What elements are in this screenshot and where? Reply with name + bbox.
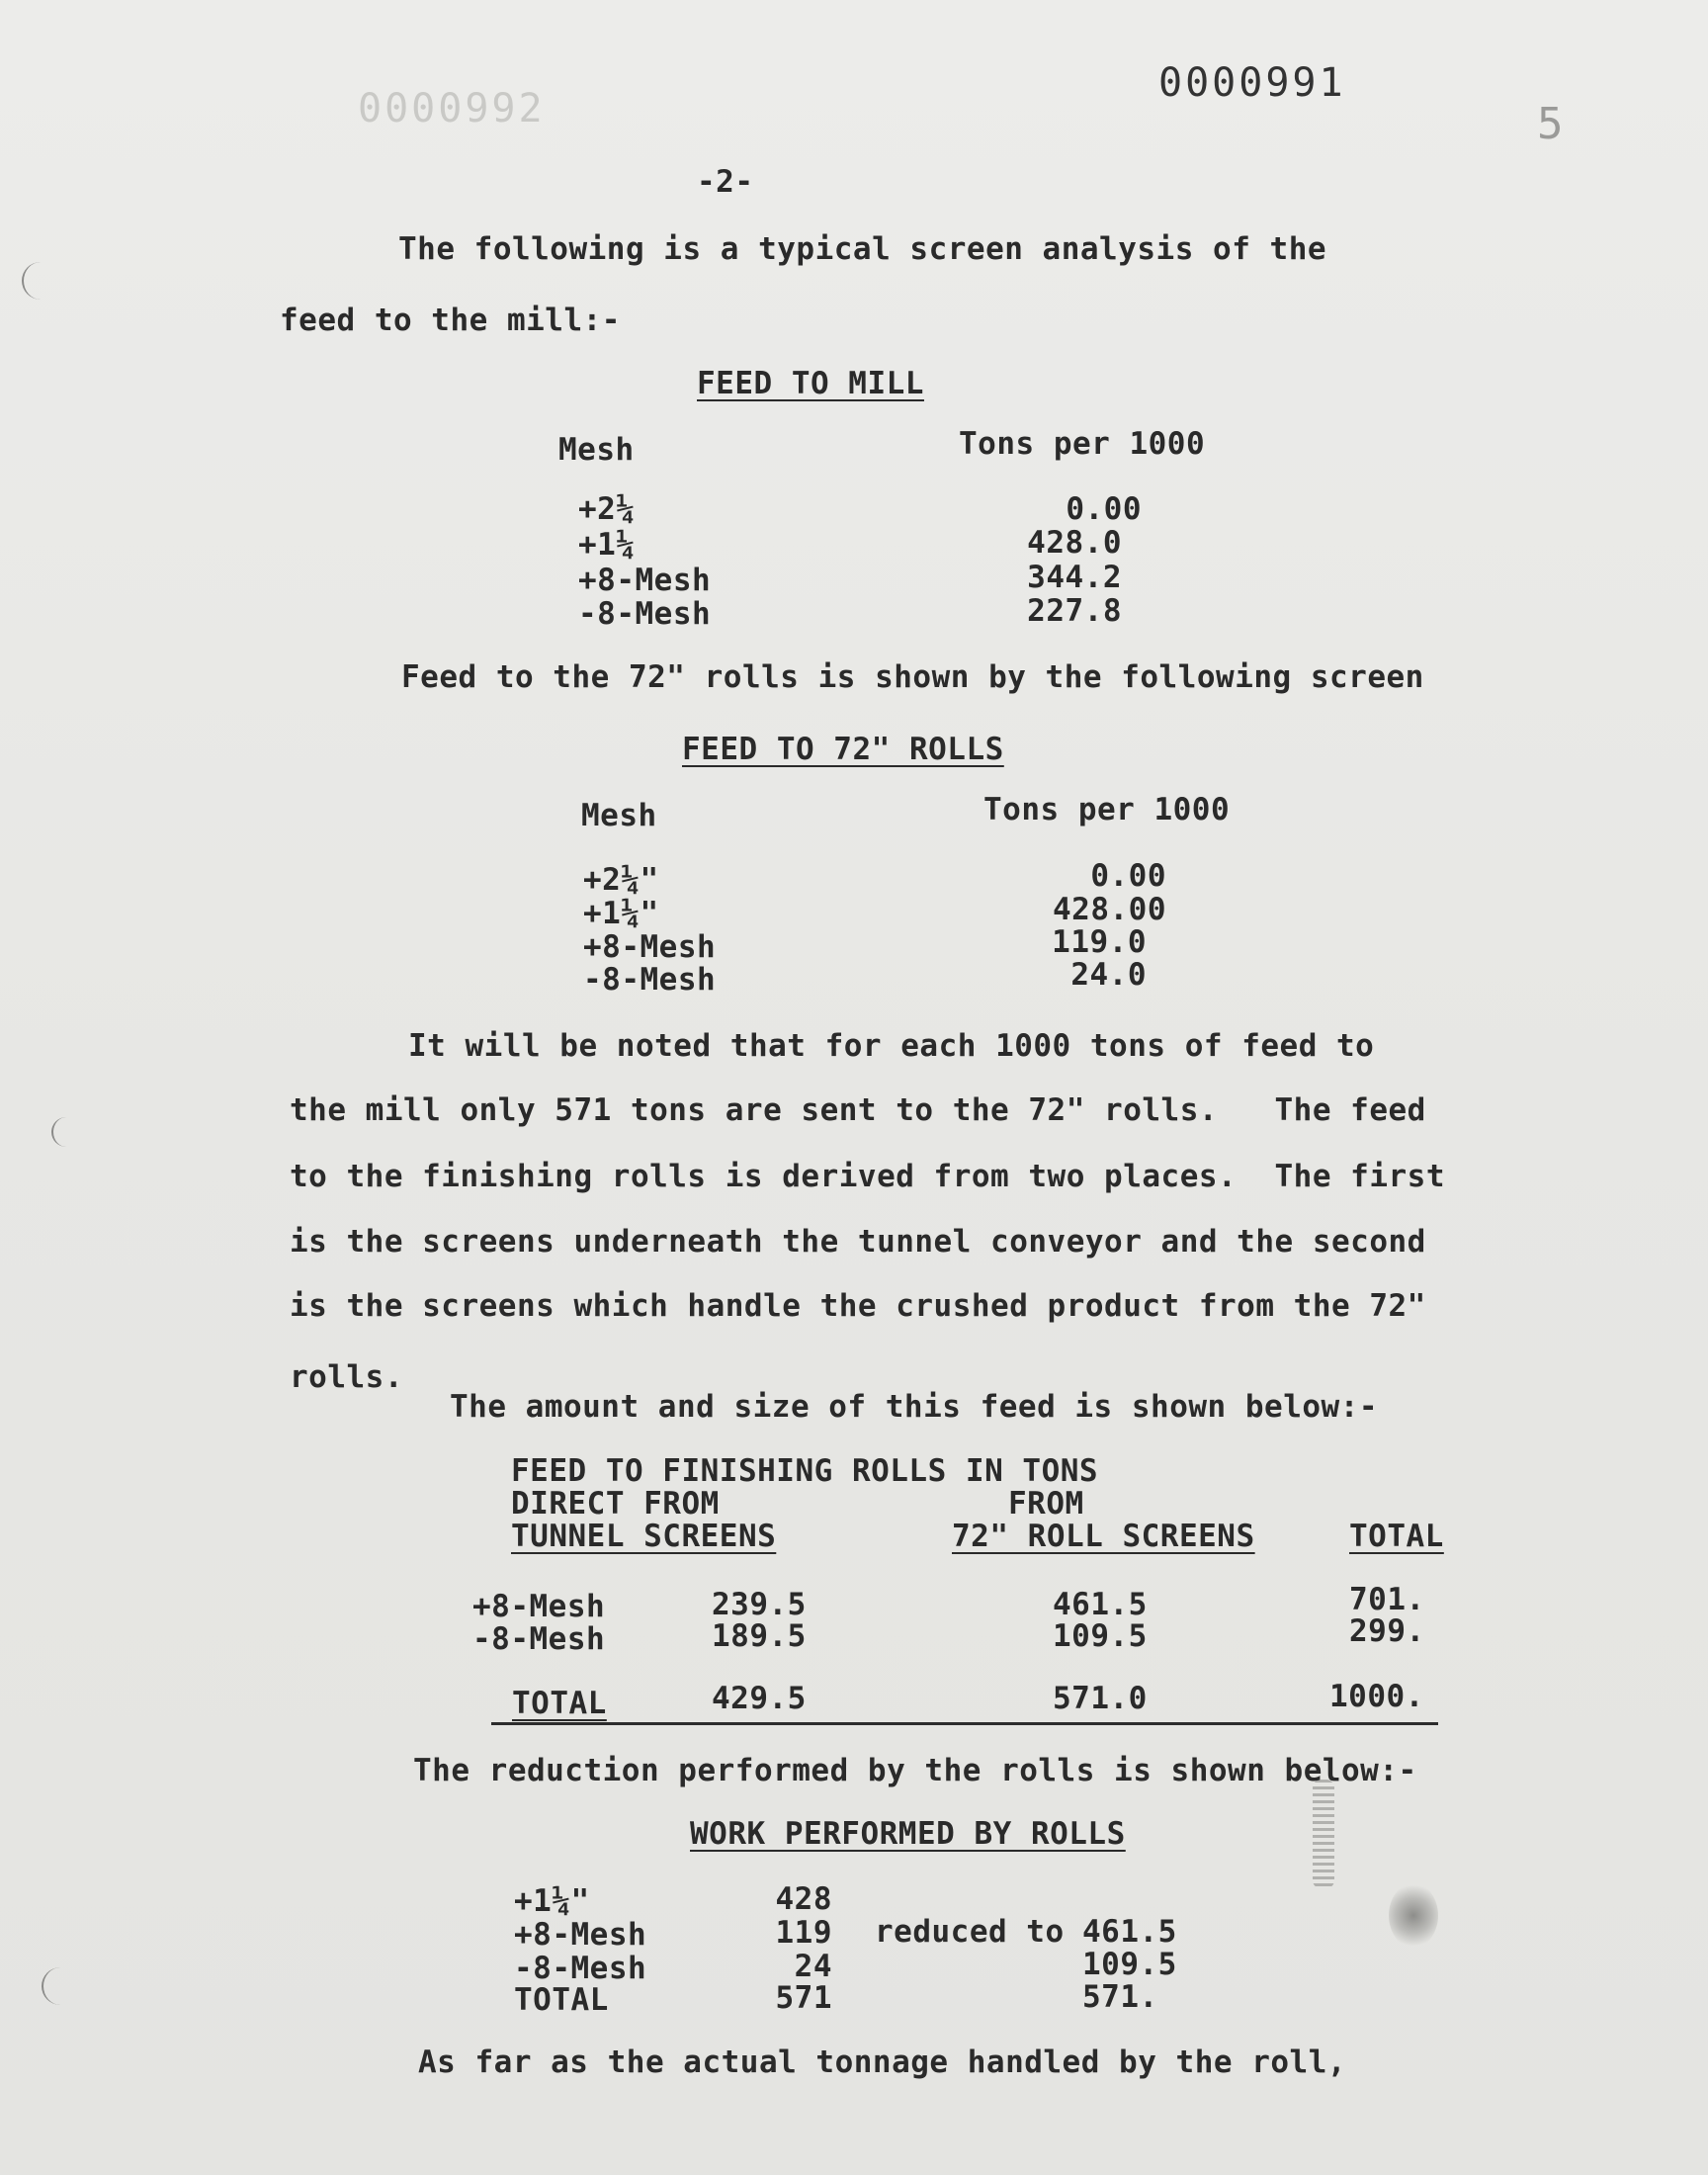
punch-hole-mark <box>42 1967 65 2005</box>
corner-page-mark: 5 <box>1537 99 1564 149</box>
finishing-col3-header: TOTAL <box>1349 1519 1444 1554</box>
feed-to-mill-tons-cell: 428.0 <box>1027 525 1122 561</box>
feed-to-mill-title: FEED TO MILL <box>697 366 924 401</box>
work-row-result: 461.5 <box>1082 1914 1177 1950</box>
feed-to-rolls-mesh-header: Mesh <box>581 798 657 833</box>
work-row-value: 119 <box>775 1915 832 1951</box>
finishing-total-label: TOTAL <box>512 1686 607 1721</box>
reduction-intro-line: The reduction performed by the rolls is shown below:- <box>413 1753 1417 1788</box>
work-row-value: 24 <box>794 1949 832 1984</box>
work-row-note: reduced to <box>875 1914 1065 1950</box>
paragraph-line-6: rolls. <box>290 1359 403 1395</box>
feed-to-rolls-tons-cell: 0.00 <box>1090 858 1166 894</box>
work-row-label: +8-Mesh <box>514 1917 647 1953</box>
finishing-cell-total: 299. <box>1349 1613 1425 1649</box>
ghost-document-number: 0000992 <box>358 86 546 131</box>
finishing-col2-header-top: FROM <box>1008 1486 1084 1522</box>
punch-hole-mark <box>51 1117 67 1147</box>
finishing-total-total: 1000. <box>1329 1679 1424 1714</box>
feed-to-rolls-tons-cell: 24.0 <box>1070 957 1147 993</box>
feed-to-rolls-tons-cell: 428.00 <box>1053 892 1166 927</box>
intro-line-1: The following is a typical screen analysis of the <box>398 231 1327 267</box>
feed-to-rolls-mesh-cell: +2¼" <box>583 862 659 898</box>
ink-smudge <box>1389 1883 1438 1948</box>
feed-to-rolls-mesh-cell: +8-Mesh <box>583 929 717 965</box>
paragraph-line-7: The amount and size of this feed is shown below:- <box>450 1389 1379 1425</box>
feed-to-mill-mesh-cell: +1¼ <box>578 527 636 563</box>
finishing-col1-header: TUNNEL SCREENS <box>511 1519 777 1554</box>
work-row-result: 109.5 <box>1082 1947 1177 1982</box>
feed-to-rolls-tons-cell: 119.0 <box>1052 924 1147 960</box>
finishing-row-label: -8-Mesh <box>472 1621 606 1657</box>
feed-to-mill-mesh-cell: +2¼ <box>578 491 636 527</box>
work-row-label: -8-Mesh <box>514 1951 647 1986</box>
feed-to-rolls-title: FEED TO 72" ROLLS <box>682 732 1004 767</box>
paragraph-line-5: is the screens which handle the crushed product from the 72" <box>290 1288 1426 1324</box>
feed-to-mill-tons-cell: 344.2 <box>1027 560 1122 595</box>
finishing-col1-header-top: DIRECT FROM <box>511 1486 720 1522</box>
feed-to-rolls-tons-header: Tons per 1000 <box>983 792 1231 827</box>
work-row-value: 571 <box>775 1980 832 2016</box>
finishing-cell-roll-screens: 461.5 <box>1053 1587 1148 1622</box>
feed-to-mill-mesh-cell: -8-Mesh <box>578 596 712 632</box>
paragraph-line-1: It will be noted that for each 1000 tons of feed to <box>408 1028 1375 1064</box>
feed-to-mill-tons-cell: 0.00 <box>1066 491 1142 527</box>
finishing-cell-total: 701. <box>1349 1582 1425 1617</box>
work-row-result: 571. <box>1082 1979 1158 2015</box>
closing-line: As far as the actual tonnage handled by the roll, <box>418 2044 1347 2080</box>
finishing-row-label: +8-Mesh <box>472 1589 606 1624</box>
finishing-total-direct: 429.5 <box>712 1681 807 1716</box>
work-row-label: TOTAL <box>514 1982 609 2018</box>
paragraph-line-3: to the finishing rolls is derived from two places. The first <box>290 1159 1445 1194</box>
page-number: -2- <box>697 164 754 200</box>
feed-to-mill-tons-cell: 227.8 <box>1027 593 1122 629</box>
punch-hole-mark <box>22 262 45 300</box>
paragraph-line-2: the mill only 571 tons are sent to the 72" rolls. The feed <box>290 1092 1426 1128</box>
finishing-cell-direct: 239.5 <box>712 1587 807 1622</box>
finishing-cell-roll-screens: 109.5 <box>1053 1618 1148 1654</box>
staple-mark <box>1313 1780 1334 1888</box>
work-row-value: 428 <box>775 1881 832 1917</box>
feed-to-rolls-mesh-cell: +1¼" <box>583 896 659 931</box>
feed-to-mill-mesh-header: Mesh <box>558 432 635 468</box>
finishing-col2-header: 72" ROLL SCREENS <box>952 1519 1255 1554</box>
finishing-table-title: FEED TO FINISHING ROLLS IN TONS <box>511 1453 1099 1489</box>
feed-to-mill-mesh-cell: +8-Mesh <box>578 563 712 598</box>
intro-line-2: feed to the mill:- <box>280 303 621 338</box>
finishing-cell-direct: 189.5 <box>712 1618 807 1654</box>
document-number: 0000991 <box>1158 60 1346 106</box>
paragraph-line-4: is the screens underneath the tunnel conveyor and the second <box>290 1224 1426 1260</box>
feed-to-rolls-mesh-cell: -8-Mesh <box>583 962 717 998</box>
finishing-total-roll-screens: 571.0 <box>1053 1681 1148 1716</box>
work-row-label: +1¼" <box>514 1883 590 1919</box>
feed-to-mill-tons-header: Tons per 1000 <box>959 426 1206 462</box>
work-table-title: WORK PERFORMED BY ROLLS <box>690 1816 1126 1852</box>
finishing-total-rule <box>491 1722 1438 1725</box>
rolls-intro-line: Feed to the 72" rolls is shown by the following screen <box>401 659 1424 695</box>
